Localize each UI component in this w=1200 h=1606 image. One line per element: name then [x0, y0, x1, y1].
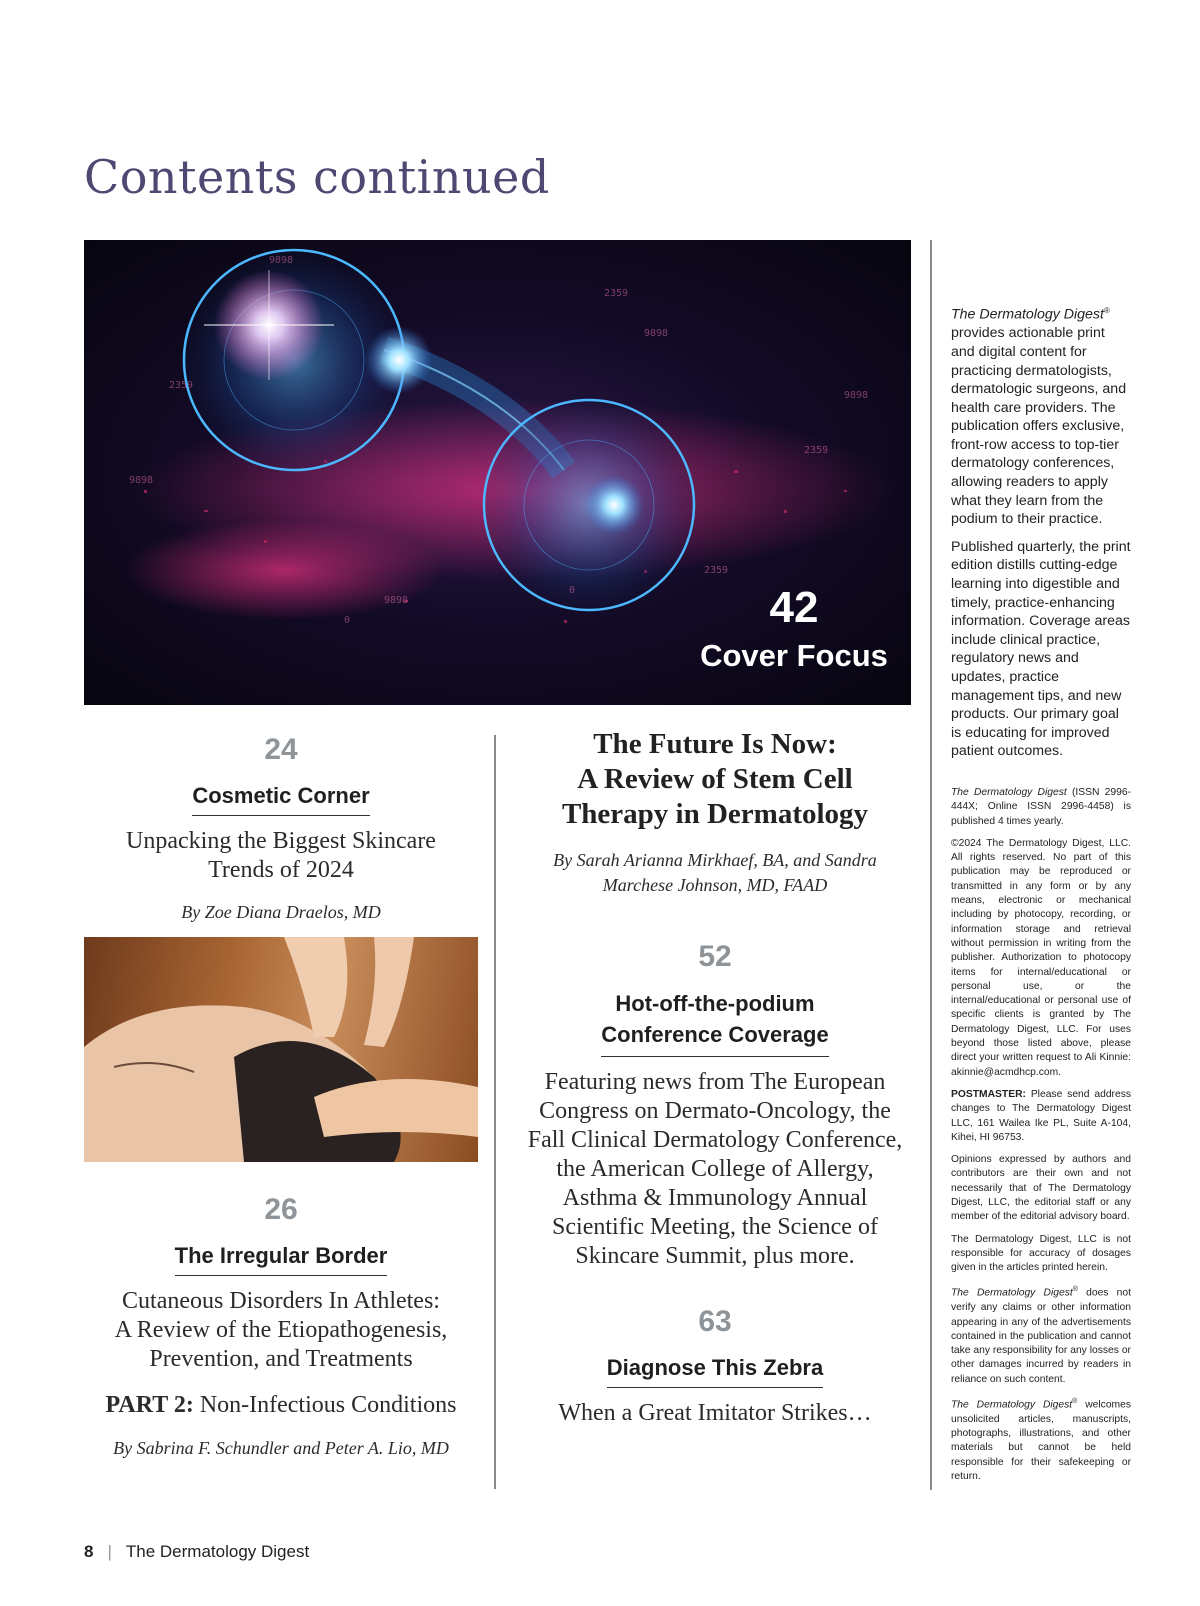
department-heading-wrap — [515, 988, 915, 1057]
deck-line: Fall Clinical Dermatology Conference, — [527, 1127, 903, 1153]
column-divider — [494, 735, 496, 1489]
department-heading[interactable] — [601, 988, 828, 1057]
publication-name: The Dermatology Digest — [125, 1542, 310, 1561]
hero-number: 2359 — [169, 380, 194, 391]
deck-line: Scientific Meeting, the Science of — [552, 1214, 878, 1240]
cell-core-left — [365, 326, 433, 394]
scalp-massage-illustration — [84, 937, 478, 1162]
deck-line: Asthma & Immunology Annual — [562, 1185, 868, 1211]
deck-line: A Review of the Etiopathogenesis, — [114, 1317, 448, 1343]
sidebar-postmaster: POSTMASTER: Please send address changes to The Dermatology Digest LLC, 161 Wailea Ike PL, Suite A-104, Kihei, HI 96753. — [951, 1088, 1131, 1143]
article-deck[interactable] — [84, 1287, 478, 1374]
deck-line: Trends of 2024 — [208, 857, 354, 883]
sidebar-issn: The Dermatology Digest (ISSN 2996-444X; Online ISSN 2996-4458) is published 4 times yearly. — [951, 786, 1131, 827]
article-deck[interactable]: When a Great Imitator Strikes… — [558, 1400, 872, 1426]
page-footer — [84, 1542, 309, 1562]
hero-number: 9898 — [844, 390, 869, 401]
sidebar-divider — [930, 240, 932, 1490]
sidebar-unsolicited: The Dermatology Digest® welcomes unsolicited articles, manuscripts, photographs, illustrations, and other materials but cannot be held responsible for their safekeeping or return. — [951, 1397, 1132, 1482]
hero-number: 2359 — [704, 565, 729, 576]
department-line: Conference Coverage — [601, 1022, 829, 1047]
cover-image[interactable] — [84, 240, 911, 705]
hand-top-right — [364, 937, 414, 1047]
hero-number: 9898 — [384, 595, 409, 606]
deck-line: Congress on Dermato-Oncology, the — [539, 1098, 891, 1124]
article-deck[interactable] — [515, 1068, 915, 1271]
sidebar-publishing: Published quarterly, the print edition distills cutting-edge learning into digestible and timely, practice-enhancing information. Coverage areas include clinical practice, regulatory news and updates, practice management tips, and new products. Our primary goal is educating for improved patient outcomes. — [951, 538, 1131, 760]
department-heading[interactable]: Cosmetic Corner — [192, 783, 369, 816]
cover-article-byline — [515, 848, 915, 898]
article-byline: By Sabrina F. Schundler and Peter A. Lio, MD — [113, 1438, 449, 1458]
cover-article-title[interactable] — [515, 727, 915, 832]
sidebar-dosage: The Dermatology Digest, LLC is not responsible for accuracy of dosages given in the articles printed herein. — [951, 1233, 1131, 1274]
part-label: PART 2: — [105, 1392, 194, 1418]
article-deck[interactable] — [84, 827, 478, 885]
part-text: Non-Infectious Conditions — [193, 1392, 457, 1418]
cover-page-number: 42 — [769, 583, 819, 632]
title-line: The Future Is Now: — [593, 728, 837, 760]
hero-number: 9898 — [129, 475, 154, 486]
deck-line: Featuring news from The European — [544, 1069, 886, 1095]
department-heading[interactable]: The Irregular Border — [175, 1243, 388, 1276]
title-line: A Review of Stem Cell — [577, 763, 853, 795]
cover-label: Cover Focus — [700, 638, 888, 673]
sidebar-copyright: ©2024 The Dermatology Digest, LLC. All rights reserved. No part of this publication may be reproduced or transmitted in any form or by any means, electronic or mechanical including by photocopy, recording, or information storage and retrieval without permission in writing from the publisher. Authorization to photocopy items for internal/educational or personal use, or the internal/educational or personal use of specific clients is granted by The Dermatology Digest, LLC. For uses beyond those listed above, please direct your written request to Ali Kinnie: akinnie@acmdhcp.com. — [951, 837, 1131, 1078]
sidebar-intro: The Dermatology Digest® provides actionable print and digital content for practicing dermatologists, dermatologic surgeons, and health care providers. The publication offers exclusive, front-row access to top-tier dermatology conferences, allowing readers to apply what they learn from the podium to their practice. — [951, 306, 1127, 528]
deck-line: Cutaneous Disorders In Athletes: — [122, 1288, 440, 1314]
deck-line: the American College of Allergy, — [556, 1156, 874, 1182]
byline-line: Marchese Johnson, MD, FAAD — [602, 875, 828, 895]
scalp-massage-photo[interactable] — [84, 937, 478, 1162]
hero-number: 9898 — [644, 328, 669, 339]
deck-line: Prevention, and Treatments — [149, 1346, 413, 1372]
department-heading[interactable]: Diagnose This Zebra — [607, 1355, 823, 1388]
page-title: Contents continued — [84, 150, 550, 204]
sidebar-opinions: Opinions expressed by authors and contributors are their own and not necessarily that of The Dermatology Digest, LLC, the editorial staff or any member of the editorial advisory board. — [951, 1154, 1131, 1223]
article-byline: By Zoe Diana Draelos, MD — [181, 902, 381, 922]
article-page-number: 63 — [698, 1305, 732, 1338]
hero-number: 0 — [569, 585, 576, 596]
sidebar-claims: The Dermatology Digest® does not verify any claims or other information appearing in any of the advertisements contained in the publication and cannot take any responsibility for any losses or other damages incurred by readers in reliance on such content. — [951, 1286, 1131, 1385]
article-page-number: 24 — [264, 733, 298, 766]
byline-line: By Sarah Arianna Mirkhaef, BA, and Sandra — [553, 850, 877, 870]
department-line: Hot-off-the-podium — [615, 991, 815, 1016]
article-page-number: 52 — [698, 940, 732, 973]
deck-line: Skincare Summit, plus more. — [575, 1243, 855, 1269]
hero-number: 2359 — [604, 288, 629, 299]
department-heading-wrap — [84, 783, 478, 816]
masthead-sidebar — [951, 302, 1131, 1492]
department-heading-wrap — [515, 1355, 915, 1388]
page-number: 8 — [84, 1542, 94, 1561]
hero-number: 0 — [344, 615, 351, 626]
stem-cell-illustration — [84, 240, 911, 705]
footer-separator: | — [107, 1542, 112, 1561]
department-heading-wrap — [84, 1243, 478, 1276]
article-page-number: 26 — [264, 1193, 298, 1226]
deck-line: Unpacking the Biggest Skincare — [126, 828, 436, 854]
cell-core-right — [584, 475, 644, 535]
hero-number: 9898 — [269, 255, 294, 266]
title-line: Therapy in Dermatology — [561, 798, 869, 830]
hero-number: 2359 — [804, 445, 829, 456]
article-part — [84, 1391, 478, 1420]
